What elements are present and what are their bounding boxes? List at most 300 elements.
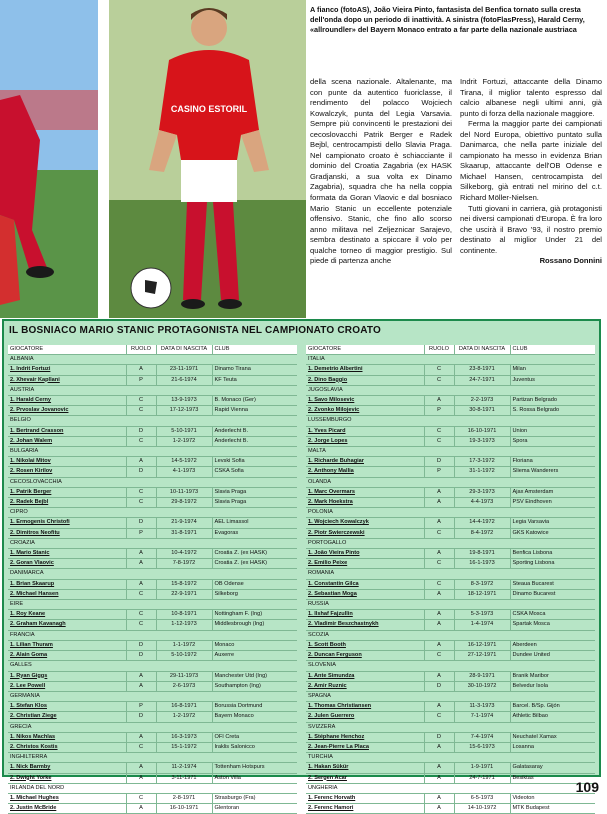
article-author: Rossano Donnini [539, 256, 602, 266]
player-birthdate: 29-8-1972 [156, 498, 212, 508]
player-ruolo: D [126, 518, 156, 528]
player-club: S. Rossa Belgrado [510, 406, 595, 416]
country-row [8, 355, 297, 365]
player-birthdate: 7-1-1974 [454, 712, 510, 722]
country-row [8, 600, 297, 610]
player-club: Dundee United [510, 651, 595, 661]
player-club: Spartak Mosca [510, 620, 595, 630]
player-birthdate: 23-8-1971 [454, 365, 510, 375]
player-name: 2. Christian Ziege [8, 712, 126, 722]
player-club: Juventus [510, 375, 595, 385]
player-name: 1. Ferenc Horvath [306, 793, 424, 803]
player-club: Southampton (Ing) [212, 681, 297, 691]
player-club: Belvedur Isola [510, 681, 595, 691]
player-row [8, 375, 297, 385]
player-ruolo: C [424, 436, 454, 446]
player-birthdate: 1-9-1971 [454, 763, 510, 773]
table-title: IL BOSNIACO MARIO STANIC PROTAGONISTA NEL CAMPIONATO CROATO [9, 325, 381, 336]
player-club: Levski Sofia [212, 457, 297, 467]
player-ruolo: D [126, 467, 156, 477]
country-row [8, 783, 297, 793]
player-name: 2. Lee Powell [8, 681, 126, 691]
player-name: 1. Harald Cerny [8, 396, 126, 406]
player-ruolo: D [126, 651, 156, 661]
player-club: CSKA Mosca [510, 610, 595, 620]
country-name: CIPRO [8, 508, 297, 518]
player-name: 2. Prvoslav Jovanovic [8, 406, 126, 416]
player-name: 2. Christos Kostis [8, 742, 126, 752]
player-birthdate: 19-8-1971 [454, 549, 510, 559]
player-birthdate: 1-12-1973 [156, 620, 212, 630]
player-club: Milan [510, 365, 595, 375]
player-ruolo: C [126, 487, 156, 497]
player-name: 2. Justin McBride [8, 804, 126, 814]
player-ruolo: A [424, 498, 454, 508]
player-birthdate: 15-8-1972 [156, 579, 212, 589]
player-name: 1. Indrit Fortuzi [8, 365, 126, 375]
player-club: CSKA Sofia [212, 467, 297, 477]
header-ruolo: RUOLO [126, 345, 156, 355]
player-row [306, 365, 595, 375]
player-birthdate: 1-2-1972 [156, 436, 212, 446]
country-name: ALBANIA [8, 355, 297, 365]
country-name: GERMANIA [8, 691, 297, 701]
player-ruolo: C [126, 589, 156, 599]
player-club: Steaua Bucarest [510, 579, 595, 589]
country-name: AUSTRIA [8, 385, 297, 395]
country-row [8, 722, 297, 732]
player-name: 2. Johan Walem [8, 436, 126, 446]
player-ruolo: P [126, 375, 156, 385]
player-birthdate: 17-12-1973 [156, 406, 212, 416]
player-row [306, 773, 595, 783]
player-birthdate: 16-3-1973 [156, 732, 212, 742]
table-header-row [306, 345, 595, 355]
player-name: 2. Ferenc Hamori [306, 804, 424, 814]
country-name: INGHILTERRA [8, 753, 297, 763]
player-birthdate: 16-1-1973 [454, 559, 510, 569]
player-birthdate: 7-8-1972 [156, 559, 212, 569]
country-row [8, 385, 297, 395]
player-club: OFI Creta [212, 732, 297, 742]
player-club: Aston Villa [212, 773, 297, 783]
player-ruolo: C [424, 559, 454, 569]
players-table-left [8, 345, 297, 814]
player-row [8, 365, 297, 375]
player-club: Floriana [510, 457, 595, 467]
player-birthdate: 29-3-1973 [454, 487, 510, 497]
player-birthdate: 4-1-1973 [156, 467, 212, 477]
country-row [306, 355, 595, 365]
player-ruolo: D [126, 712, 156, 722]
country-name: CECOSLOVACCHIA [8, 477, 297, 487]
player-row [8, 681, 297, 691]
player-ruolo: A [126, 579, 156, 589]
player-name: 2. Amir Ruznic [306, 681, 424, 691]
player-name: 1. Wojciech Kowalczyk [306, 518, 424, 528]
player-row [8, 518, 297, 528]
article-paragraph: Ferma la maggior parte dei campionati del Nord Europa, obiettivo puntato sulla Danimarca, che nella parte iniziale del campionato ha messo in evidenza Brian Skaarup, attaccante dell'OB Odense e Michael Hansen, centrocampista del Silkeborg, già entrati nel mirino del c.t. Richard Möller-Nielsen. [460, 119, 602, 203]
player-club: Besiktas [510, 773, 595, 783]
player-birthdate: 30-8-1971 [454, 406, 510, 416]
player-name: 2. Dino Baggio [306, 375, 424, 385]
player-ruolo: A [424, 773, 454, 783]
player-club: Spora [510, 436, 595, 446]
player-club: Branik Maribor [510, 671, 595, 681]
player-row [8, 610, 297, 620]
player-club: Croatia Z. (ex HASK) [212, 549, 297, 559]
player-ruolo: A [126, 763, 156, 773]
country-row [8, 753, 297, 763]
player-birthdate: 5-10-1971 [156, 426, 212, 436]
player-birthdate: 1-2-1972 [156, 712, 212, 722]
player-name: 1. Hakan Sükür [306, 763, 424, 773]
player-club: Croatia Z. (ex HASK) [212, 559, 297, 569]
country-name: ROMANIA [306, 569, 595, 579]
player-club: GKS Katowice [510, 528, 595, 538]
player-birthdate: 6-5-1973 [454, 793, 510, 803]
player-ruolo: A [126, 804, 156, 814]
player-ruolo: A [126, 457, 156, 467]
player-birthdate: 14-4-1972 [454, 518, 510, 528]
player-row [8, 589, 297, 599]
player-club: Videoton [510, 793, 595, 803]
country-name: SCOZIA [306, 630, 595, 640]
player-club: Monaco [212, 640, 297, 650]
player-birthdate: 13-9-1973 [156, 396, 212, 406]
player-club: Rapid Vienna [212, 406, 297, 416]
player-birthdate: 16-10-1971 [156, 804, 212, 814]
player-row [8, 498, 297, 508]
player-name: 1. Marc Overmars [306, 487, 424, 497]
player-row [306, 518, 595, 528]
player-name: 2. Duncan Ferguson [306, 651, 424, 661]
player-club: Dinamo Tirana [212, 365, 297, 375]
player-club: Iraklis Salonicco [212, 742, 297, 752]
player-name: 1. Savo Milosevic [306, 396, 424, 406]
country-name: FRANCIA [8, 630, 297, 640]
player-club: MTK Budapest [510, 804, 595, 814]
country-name: UNGHERIA [306, 783, 595, 793]
player-row [306, 610, 595, 620]
player-birthdate: 2-6-1973 [156, 681, 212, 691]
player-club: Borussia Dortmund [212, 702, 297, 712]
player-birthdate: 21-9-1974 [156, 518, 212, 528]
player-row [306, 498, 595, 508]
player-row [8, 559, 297, 569]
player-ruolo: D [424, 732, 454, 742]
country-row [306, 783, 595, 793]
player-club: B. Monaco (Ger) [212, 396, 297, 406]
player-name: 2. Mark Hoekstra [306, 498, 424, 508]
country-name: OLANDA [306, 477, 595, 487]
photo-main-illustration [109, 0, 306, 318]
player-ruolo: C [126, 406, 156, 416]
player-row [8, 620, 297, 630]
player-ruolo: P [424, 406, 454, 416]
player-row [306, 640, 595, 650]
player-birthdate: 19-3-1973 [454, 436, 510, 446]
player-name: 1. Lilian Thuram [8, 640, 126, 650]
table-header-row [8, 345, 297, 355]
header-giocatore: GIOCATORE [306, 345, 424, 355]
player-row [8, 671, 297, 681]
player-ruolo: A [424, 793, 454, 803]
player-name: 1. Ermogenis Christofi [8, 518, 126, 528]
player-row [306, 467, 595, 477]
player-club: Benfica Lisbona [510, 549, 595, 559]
player-club: Union [510, 426, 595, 436]
player-ruolo: C [126, 610, 156, 620]
player-ruolo: D [424, 457, 454, 467]
player-row [306, 671, 595, 681]
player-name: 1. Demetrio Albertini [306, 365, 424, 375]
player-club: Bayern Monaco [212, 712, 297, 722]
player-club: OB Odense [212, 579, 297, 589]
player-ruolo: A [126, 773, 156, 783]
player-birthdate: 22-9-1971 [156, 589, 212, 599]
player-ruolo: A [424, 702, 454, 712]
player-row [8, 426, 297, 436]
country-row [8, 477, 297, 487]
player-row [8, 763, 297, 773]
country-name: PORTOGALLO [306, 538, 595, 548]
player-name: 2. Zvonko Milojevic [306, 406, 424, 416]
player-ruolo: A [424, 487, 454, 497]
player-birthdate: 31-1-1972 [454, 467, 510, 477]
country-row [306, 661, 595, 671]
player-row [306, 426, 595, 436]
player-club: Strasburgo (Fra) [212, 793, 297, 803]
country-name: GRECIA [8, 722, 297, 732]
player-ruolo: A [424, 620, 454, 630]
player-club: Sporting Lisbona [510, 559, 595, 569]
player-ruolo: A [424, 742, 454, 752]
player-ruolo: A [424, 640, 454, 650]
player-club: Slavia Praga [212, 498, 297, 508]
player-birthdate: 8-4-1972 [454, 528, 510, 538]
player-name: 2. Dimitros Neofitu [8, 528, 126, 538]
country-row [306, 753, 595, 763]
player-ruolo: A [126, 732, 156, 742]
player-name: 1. Thomas Christiansen [306, 702, 424, 712]
country-row [306, 691, 595, 701]
player-ruolo: C [126, 742, 156, 752]
player-name: 2. Jorge Lopes [306, 436, 424, 446]
country-name: TURCHIA [306, 753, 595, 763]
player-birthdate: 1-1-1972 [156, 640, 212, 650]
country-name: SLOVENIA [306, 661, 595, 671]
player-name: 2. Michael Hansen [8, 589, 126, 599]
player-birthdate: 10-11-1973 [156, 487, 212, 497]
player-club: Aberdeen [510, 640, 595, 650]
country-row [306, 569, 595, 579]
page-number: 109 [575, 779, 599, 795]
player-ruolo: C [424, 365, 454, 375]
player-birthdate: 8-3-1972 [454, 579, 510, 589]
country-name: MALTA [306, 447, 595, 457]
player-birthdate: 7-4-1974 [454, 732, 510, 742]
player-ruolo: A [424, 763, 454, 773]
player-row [306, 712, 595, 722]
player-birthdate: 11-3-1973 [454, 702, 510, 712]
player-row [8, 651, 297, 661]
player-ruolo: C [424, 651, 454, 661]
player-row [8, 712, 297, 722]
player-row [8, 579, 297, 589]
player-name: 1. Michael Hughes [8, 793, 126, 803]
country-name: JUGOSLAVIA [306, 385, 595, 395]
player-name: 2. Julen Guerrero [306, 712, 424, 722]
player-ruolo: A [424, 396, 454, 406]
photo-joao-vieira-pinto [109, 0, 306, 318]
player-club: Manchester Utd (Ing) [212, 671, 297, 681]
player-name: 2. Goran Vlaovic [8, 559, 126, 569]
header-club: CLUB [510, 345, 595, 355]
country-row [8, 447, 297, 457]
player-birthdate: 1-4-1974 [454, 620, 510, 630]
player-club: Legia Varsavia [510, 518, 595, 528]
player-ruolo: C [126, 620, 156, 630]
player-name: 1. Scott Booth [306, 640, 424, 650]
player-row [8, 406, 297, 416]
player-birthdate: 31-8-1971 [156, 528, 212, 538]
player-name: 1. Ante Simundza [306, 671, 424, 681]
player-club: Losanna [510, 742, 595, 752]
player-row [306, 487, 595, 497]
player-club: Slavia Praga [212, 487, 297, 497]
article-paragraph: Tutti giovani in carriera, già protagonisti nei diversi campionati d'Europa. È fra loro che uscirà il Bravo '93, il nostro premio destinato al miglior Under 21 del continente. [460, 203, 602, 255]
player-birthdate: 18-12-1971 [454, 589, 510, 599]
player-row [306, 793, 595, 803]
player-birthdate: 10-4-1972 [156, 549, 212, 559]
player-ruolo: P [126, 702, 156, 712]
country-row [306, 508, 595, 518]
player-club: AEL Limassol [212, 518, 297, 528]
country-row [306, 416, 595, 426]
player-row [306, 620, 595, 630]
country-name: ITALIA [306, 355, 595, 365]
player-birthdate: 15-6-1973 [454, 742, 510, 752]
player-club: Barcel. B/Sp. Gijón [510, 702, 595, 712]
player-row [306, 681, 595, 691]
country-row [306, 538, 595, 548]
player-club: KF Teuta [212, 375, 297, 385]
header-club: CLUB [212, 345, 297, 355]
player-name: 2. Xhevair Kapllani [8, 375, 126, 385]
country-row [306, 600, 595, 610]
player-name: 2. Emilio Peixe [306, 559, 424, 569]
player-birthdate: 27-12-1971 [454, 651, 510, 661]
player-ruolo: C [126, 498, 156, 508]
player-birthdate: 24-7-1971 [454, 773, 510, 783]
player-birthdate: 15-1-1972 [156, 742, 212, 752]
player-ruolo: A [126, 559, 156, 569]
shirt-sponsor-text: CASINO ESTORIL [170, 104, 248, 114]
player-name: 2. Graham Kavanagh [8, 620, 126, 630]
player-ruolo: C [126, 436, 156, 446]
header-data-nascita: DATA DI NASCITA [454, 345, 510, 355]
player-name: 2. Dwight Yorke [8, 773, 126, 783]
country-name: SPAGNA [306, 691, 595, 701]
country-name: LUSSEMBURGO [306, 416, 595, 426]
player-row [8, 742, 297, 752]
player-club: Anderlecht B. [212, 436, 297, 446]
player-ruolo: P [126, 528, 156, 538]
player-birthdate: 23-11-1971 [156, 365, 212, 375]
player-name: 1. Ilshaf Fajzullin [306, 610, 424, 620]
player-name: 1. Brian Skaarup [8, 579, 126, 589]
player-ruolo: C [126, 793, 156, 803]
player-birthdate: 3-11-1971 [156, 773, 212, 783]
player-row [8, 436, 297, 446]
player-birthdate: 17-3-1972 [454, 457, 510, 467]
player-club: Middlesbrough (Ing) [212, 620, 297, 630]
country-name: BELGIO [8, 416, 297, 426]
player-ruolo: C [126, 396, 156, 406]
player-ruolo: D [126, 426, 156, 436]
player-name: 2. Vladimir Beszchastnykh [306, 620, 424, 630]
player-name: 1. Roy Keane [8, 610, 126, 620]
player-ruolo: A [424, 589, 454, 599]
article-column-1 [310, 77, 452, 267]
player-name: 1. Mario Stanic [8, 549, 126, 559]
player-birthdate: 4-4-1973 [454, 498, 510, 508]
player-birthdate: 5-10-1972 [156, 651, 212, 661]
country-name: SVIZZERA [306, 722, 595, 732]
player-ruolo: A [424, 804, 454, 814]
player-name: 1. Ryan Giggs [8, 671, 126, 681]
photo-harald-cerny [0, 0, 98, 318]
player-name: 1. Yves Picard [306, 426, 424, 436]
player-name: 1. João Vieira Pinto [306, 549, 424, 559]
player-ruolo: A [424, 518, 454, 528]
player-name: 1. Stefan Klos [8, 702, 126, 712]
country-name: CROAZIA [8, 538, 297, 548]
player-birthdate: 14-10-1972 [454, 804, 510, 814]
player-row [8, 804, 297, 814]
player-row [8, 528, 297, 538]
country-name: DANIMARCA [8, 569, 297, 579]
players-table-right [306, 345, 595, 814]
article-paragraph: Indrit Fortuzi, attaccante della Dinamo Tirana, il miglior talento espresso dal calcio albanese negli ultimi anni, già punto di forza della nazionale maggiore. [460, 77, 602, 118]
player-row [8, 640, 297, 650]
player-row [306, 742, 595, 752]
player-club: Auxerre [212, 651, 297, 661]
player-club: Nottingham F. (Ing) [212, 610, 297, 620]
player-club: Neuchatel Xamax [510, 732, 595, 742]
player-club: Galatasaray [510, 763, 595, 773]
player-ruolo: C [424, 579, 454, 589]
player-name: 1. Nikos Machlas [8, 732, 126, 742]
country-row [306, 722, 595, 732]
player-birthdate: 11-2-1974 [156, 763, 212, 773]
player-name: 2. Jean-Pierre La Placa [306, 742, 424, 752]
player-row [8, 773, 297, 783]
header-ruolo: RUOLO [424, 345, 454, 355]
article-paragraph: della scena nazionale. Altalenante, ma con punte da autentico fuoriclasse, il rendimento del polacco Wojciech Kowalczyk, punta del Legia Varsavia. Sempre più convincenti le prestazioni dei cecoslovacchi Patrik Berger e Radek Bejbl, centrocampisti dello Slavia Praga. Nel campionato croato è schiacciante il dominio del Croatia Zagabria (ex HASK Gradjanski, a sua volta ex Dinamo Zagabria), squadra che ha nella coppia formata da Goran Vlaovic e dal bosniaco Mario Stanic un eccellente potenziale offensivo. Stanic, che fino allo scorso anno militava nel Zeljeznicar Sarajevo, sembra destinato a spiccare il volo per qualche torneo di maggior prestigio. Sul piede di partenza anche [310, 77, 452, 266]
player-row [306, 436, 595, 446]
player-club: Partizan Belgrado [510, 396, 595, 406]
player-ruolo: D [126, 640, 156, 650]
player-birthdate: 5-3-1973 [454, 610, 510, 620]
player-row [306, 702, 595, 712]
player-birthdate: 16-12-1971 [454, 640, 510, 650]
player-row [306, 528, 595, 538]
player-ruolo: D [424, 681, 454, 691]
player-club: Tottenham Hotspurs [212, 763, 297, 773]
player-row [306, 457, 595, 467]
